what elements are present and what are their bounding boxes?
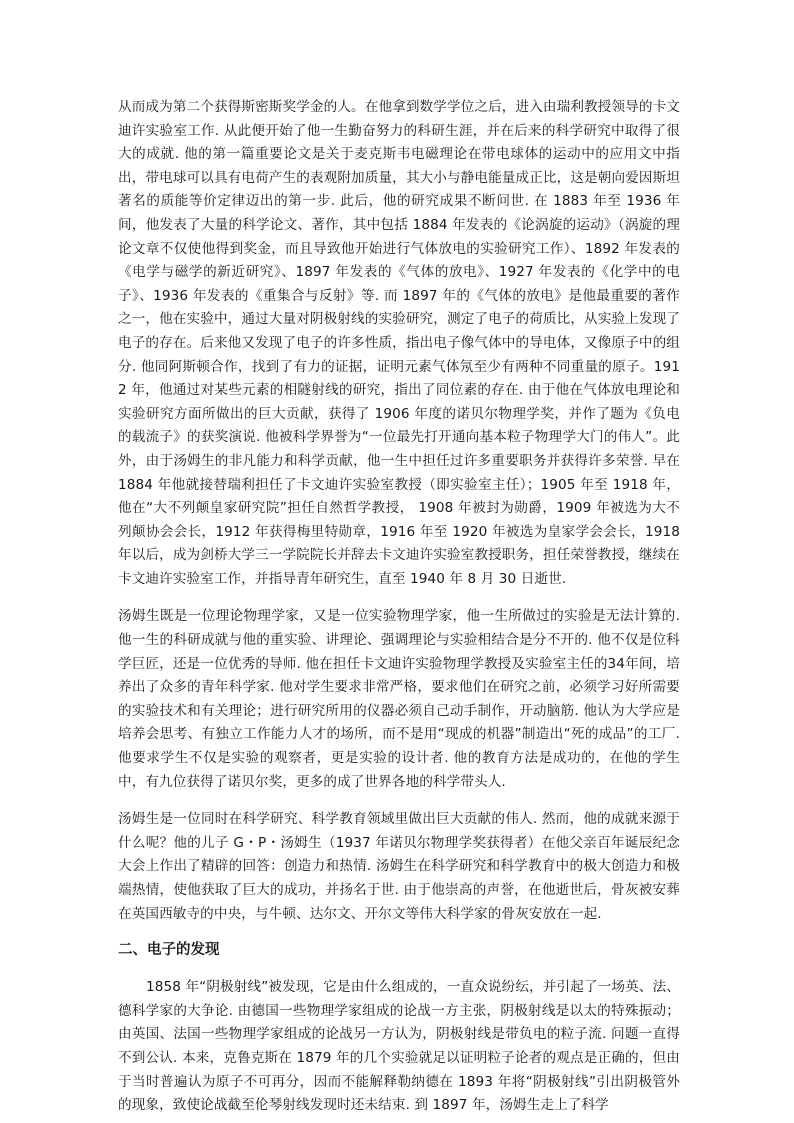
section-heading: 二、电子的发现 (118, 942, 220, 959)
body-paragraph-legacy: 汤姆生是一位同时在科学研究、科学教育领域里做出巨大贡献的伟人. 然而，他的成就来源于什么呢？他的儿子 G・P・汤姆生（1937 年诺贝尔物理学奖获得者）在他父亲百年诞辰纪念大会上作出了精辟的回答：创造力和热情. 汤姆生在科学研究和科学教育中的极大创造力和极端热情，使他获取了巨大的成功，并扬名于世. 由于他崇高的声誉，在他逝世后，骨灰被安葬在英国西敏寺的中央，与牛顿、达尔文、开尔文等伟大科学家的骨灰安放在一起. (118, 811, 680, 922)
body-paragraph-career: 从而成为第二个获得斯密斯奖学金的人。在他拿到数学学位之后，进入由瑞利教授领导的卡文迪许实验室工作. 从此便开始了他一生勤奋努力的科研生涯，并在后来的科学研究中取得了很大的成就. 他的第一篇重要论文是关于麦克斯韦电磁理论在带电球体的运动中的应用文中指出，带电球可以具有电荷产生的表观附加质量，其大小与静电能量成正比，这是朝向爱因斯坦著名的质能等价定律迈出的第一步. 此后，他的研究成果不断问世. 在 1883 年至 1936 年间，他发表了大量的科学论文、著作，其中包括 1884 年发表的《论涡旋的运动》（涡旋的理论文章不仅使他得到奖金，而且导致他开始进行气体放电的实验研究工作）、1892 年发表的《电学与磁学的新近研究》、1897 年发表的《气体的放电》、1927 年发表的《化学中的电子》、1936 年发表的《重集合与反射》等. 而 1897 年的《气体的放电》是他最重要的著作之一，他在实验中，通过大量对阴极射线的实验研究，测定了电子的荷质比，从实验上发现了电子的存在。后来他又发现了电子的许多性质，指出电子像气体中的导电体，又像原子中的组分. 他同阿斯顿合作，找到了有力的证据，证明元素气体氖至少有两种不同重量的原子。1912 年，他通过对某些元素的相隧射线的研究，指出了同位素的存在. 由于他在气体放电理论和实验研究方面所做出的巨大贡献，获得了 1906 年度的诺贝尔物理学奖，并作了题为《负电的载流子》的获奖演说. 他被科学界誉为“一位最先打开通向基本粒子物理学大门的伟人”。此外，由于汤姆生的非凡能力和科学贡献，他一生中担任过许多重要职务并获得许多荣誉. 早在 1884 年他就接替瑞利担任了卡文迪许实验室教授（即实验室主任）；1905 年至 1918 年，他在“大不列颠皇家研究院”担任自然哲学教授， 1908 年被封为勋爵，1909 年被选为大不列颠协会会长，1912 年获得梅里特勋章，1916 年至 1920 年被选为皇家学会会长，1918 年以后，成为剑桥大学三一学院院长并辞去卡文迪许实验室教授职务，担任荣誉教授，继续在卡文迪许实验室工作，并指导青年研究生，直至 1940 年 8 月 30 日逝世. (118, 99, 680, 587)
body-paragraph-electron-discovery: 1858 年“阴极射线”被发现，它是由什么组成的，一直众说纷纭，并引起了一场英、法、德科学家的大争论. 由德国一些物理学家组成的论战一方主张，阴极射线是以太的特殊振动；由英国、法国一些物理学家组成的论战另一方认为，阴极射线是带负电的粒子流. 问题一直得不到公认. 本来，克鲁克斯在 1879 年的几个实验就足以证明粒子论者的观点是正确的，但由于当时普遍认为原子不可再分，因而不能解释勒纳德在 1893 年将“阴极射线”引出阴极管外的现象，致使论战截至伦琴射线发现时还未结束. 到 1897 年，汤姆生走上了科学 (118, 979, 680, 1114)
document-page (118, 96, 680, 1118)
body-paragraph-teacher: 汤姆生既是一位理论物理学家，又是一位实验物理学家，他一生所做过的实验是无法计算的. 他一生的科研成就与他的重实验、讲理论、强调理论与实验相结合是分不开的. 他不仅是位科学巨匠，还是一位优秀的导师. 他在担任卡文迪许实验物理学教授及实验室主任的34年间，培养出了众多的青年科学家. 他对学生要求非常严格，要求他们在研究之前，必须学习好所需要的实验技术和有关理论；进行研究所用的仪器必须自己动手制作，开动脑筋. 他认为大学应是培养会思考、有独立工作能力人才的场所，而不是用“现成的机器”制造出“死的成品”的工厂. 他要求学生不仅是实验的观察者，更是实验的设计者. 他的教育方法是成功的，在他的学生中，有九位获得了诺贝尔奖，更多的成了世界各地的科学带头人. (118, 608, 680, 790)
